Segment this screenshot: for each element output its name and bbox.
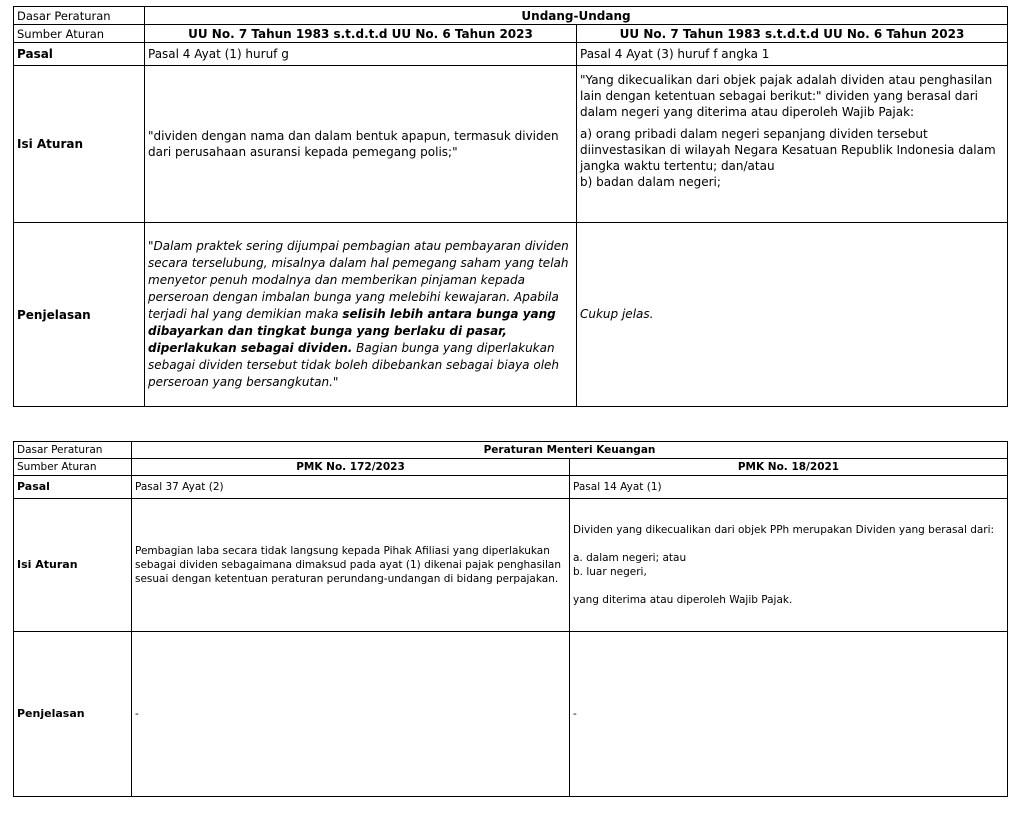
penjelasan-left-text-a: "Dalam praktek sering dijumpai pembagian atau pembayaran dividen secara terselubung, misalnya dalam hal pemegang saham yang telah menyetor penuh modalnya dan memberikan pinjaman kepada perseroan dengan imbalan bunga yang melebihi kewajaran. Apabila terjadi hal yang demikian maka — [148, 239, 569, 321]
label-isi-aturan: Isi Aturan — [14, 66, 145, 223]
row-sumber-aturan — [14, 25, 1008, 43]
isi-aturan-right-item-b: b. luar negeri, — [573, 566, 647, 578]
isi-aturan-left: Pembagian laba secara tidak langsung kepada Pihak Afiliasi yang diperlakukan sebagai dividen sebagaimana dimaksud pada ayat (1) dikenai pajak penghasilan sesuai dengan ketentuan peraturan perundang-undangan di bidang perpajakan. — [132, 499, 570, 632]
regulation-table-pmk — [13, 441, 1008, 797]
regulation-table-undang-undang — [13, 6, 1008, 407]
label-pasal: Pasal — [14, 43, 145, 66]
isi-aturan-right-item-b: b) badan dalam negeri; — [580, 175, 721, 189]
pasal-right: Pasal 14 Ayat (1) — [570, 476, 1008, 499]
isi-aturan-right-item-a: a. dalam negeri; atau — [573, 552, 687, 564]
dasar-peraturan-value: Peraturan Menteri Keuangan — [132, 442, 1008, 459]
penjelasan-left-text-c: Bagian bunga yang diperlakukan sebagai dividen tersebut tidak boleh dibebankan sebagai biaya oleh perseroan yang bersangkutan." — [148, 341, 560, 389]
penjelasan-left — [145, 223, 577, 407]
row-dasar-peraturan — [14, 442, 1008, 459]
sumber-aturan-left: PMK No. 172/2023 — [132, 459, 570, 476]
isi-aturan-right — [577, 66, 1008, 223]
row-isi-aturan — [14, 499, 1008, 632]
label-dasar-peraturan: Dasar Peraturan — [14, 442, 132, 459]
row-isi-aturan — [14, 66, 1008, 223]
penjelasan-right: - — [570, 632, 1008, 797]
penjelasan-left: - — [132, 632, 570, 797]
label-isi-aturan: Isi Aturan — [14, 499, 132, 632]
label-dasar-peraturan: Dasar Peraturan — [14, 7, 145, 25]
pasal-left: Pasal 4 Ayat (1) huruf g — [145, 43, 577, 66]
isi-aturan-right-item-a: a) orang pribadi dalam negeri sepanjang dividen tersebut diinvestasikan di wilayah Negara Kesatuan Republik Indonesia dalam jangka waktu tertentu; dan/atau — [580, 127, 996, 173]
row-pasal — [14, 43, 1008, 66]
row-dasar-peraturan — [14, 7, 1008, 25]
sumber-aturan-right: PMK No. 18/2021 — [570, 459, 1008, 476]
dasar-peraturan-value: Undang-Undang — [145, 7, 1008, 25]
label-sumber-aturan: Sumber Aturan — [14, 459, 132, 476]
sumber-aturan-left: UU No. 7 Tahun 1983 s.t.d.t.d UU No. 6 Tahun 2023 — [145, 25, 577, 43]
label-sumber-aturan: Sumber Aturan — [14, 25, 145, 43]
isi-aturan-right-closing: yang diterima atau diperoleh Wajib Pajak. — [573, 594, 793, 606]
label-penjelasan: Penjelasan — [14, 632, 132, 797]
row-penjelasan — [14, 632, 1008, 797]
sumber-aturan-right: UU No. 7 Tahun 1983 s.t.d.t.d UU No. 6 Tahun 2023 — [577, 25, 1008, 43]
isi-aturan-left: "dividen dengan nama dan dalam bentuk apapun, termasuk dividen dari perusahaan asuransi kepada pemegang polis;" — [145, 66, 577, 223]
row-pasal — [14, 476, 1008, 499]
row-sumber-aturan — [14, 459, 1008, 476]
isi-aturan-right-intro: Dividen yang dikecualikan dari objek PPh merupakan Dividen yang berasal dari: — [573, 524, 995, 536]
pasal-left: Pasal 37 Ayat (2) — [132, 476, 570, 499]
row-penjelasan — [14, 223, 1008, 407]
pasal-right: Pasal 4 Ayat (3) huruf f angka 1 — [577, 43, 1008, 66]
label-penjelasan: Penjelasan — [14, 223, 145, 407]
isi-aturan-right — [570, 499, 1008, 632]
penjelasan-left-bold-text: selisih lebih antara bunga yang dibayarkan dan tingkat bunga yang berlaku di pasar, diperlakukan sebagai dividen. — [148, 307, 556, 355]
isi-aturan-right-intro: "Yang dikecualikan dari objek pajak adalah dividen atau penghasilan lain dengan ketentuan sebagai berikut:" dividen yang berasal dari dalam negeri yang diterima atau diperoleh Wajib Pajak: — [580, 73, 993, 119]
penjelasan-right: Cukup jelas. — [577, 223, 1008, 407]
label-pasal: Pasal — [14, 476, 132, 499]
